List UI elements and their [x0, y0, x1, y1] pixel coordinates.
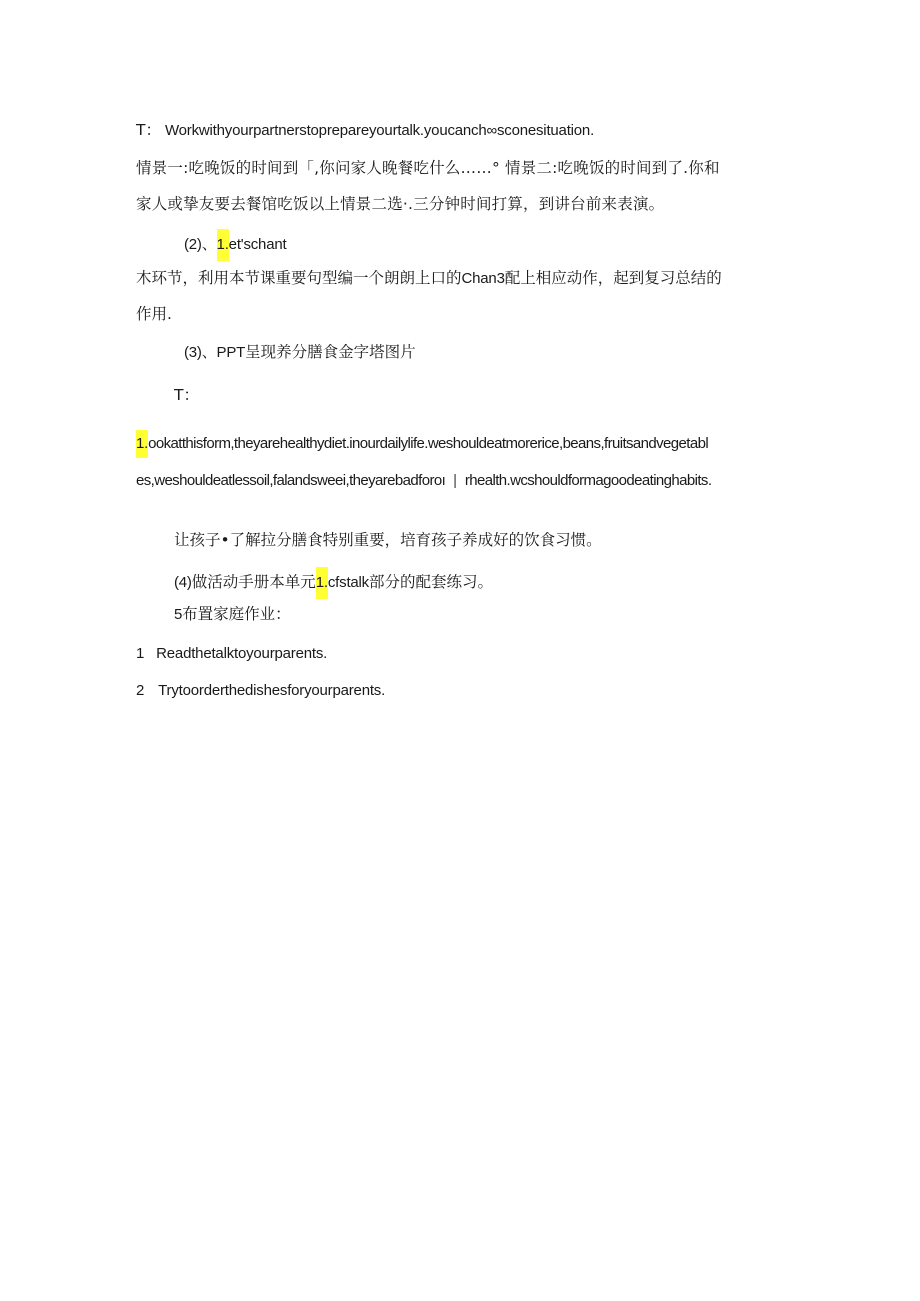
workbook-latin: cfstalk — [327, 574, 369, 591]
teacher-label-2: T： — [174, 386, 199, 404]
chant-title: et'schant — [228, 236, 287, 253]
item-text: Trytoorderthedishesforyourparents. — [158, 682, 386, 699]
homework-item-1 — [136, 643, 327, 664]
step-number: (3)、 — [184, 344, 217, 361]
workbook-text-b: 部分的配套练习。 — [369, 573, 494, 591]
diet-text-b: rhealth.wcshouldformagoodeatinghabits. — [464, 472, 712, 489]
item-text: Readthetalktoyourparents. — [156, 645, 328, 662]
chant-description — [136, 268, 722, 289]
step-2-heading — [184, 229, 286, 261]
healthy-diet-text: ookatthisform,theyarehealthydiet.inourdailylife.weshouldeatmorerice,beans,fruitsandvegetabl — [148, 435, 709, 452]
workbook-text-a: 做活动手册本单元 — [191, 573, 316, 591]
description-part-b: 配上相应动作，起到复习总结的 — [504, 269, 722, 287]
highlight-mark: 1. — [136, 430, 148, 458]
scenario-continuation: 家人或挚友要去餐馆吃饭以上情景二选·.三分钟时间打算，到讲台前来表演。 — [136, 195, 665, 213]
step-5-heading — [174, 604, 291, 625]
diet-text-a: es,weshouldeatlessoil,falandsweei,theyarebadforoı — [136, 472, 446, 489]
highlight-mark: 1. — [316, 567, 328, 599]
nutrition-note: 让孩子•了解拉分膳食特别重要，培育孩子养成好的饮食习惯。 — [174, 531, 602, 549]
description-part-a: 木环节，利用本节课重要句型编一个朗朗上口的 — [136, 269, 462, 287]
step-4-line — [174, 567, 493, 599]
homework-heading: 布置家庭作业： — [182, 605, 291, 623]
separator-bar: | — [453, 472, 457, 489]
step-number: (2)、 — [184, 236, 217, 253]
healthy-diet-continuation — [136, 470, 711, 491]
scenario-line: 情景一:吃晚饭的时间到「,你问家人晚餐吃什么……° 情景二:吃晚饭的时间到了.你和 — [136, 159, 720, 177]
description-latin: Chan3 — [461, 270, 505, 287]
ppt-label: PPT — [216, 344, 246, 361]
item-number: 1 — [136, 645, 145, 662]
step-number: 5 — [174, 606, 183, 623]
teacher-instruction-line — [136, 120, 594, 141]
instruction-text: Workwithyourpartnerstoprepareyourtalk.youcanch∞sconesituation. — [164, 122, 595, 139]
chant-description-end: 作用. — [136, 305, 172, 323]
healthy-diet-line — [136, 430, 708, 458]
homework-item-2 — [136, 680, 385, 701]
step-number: (4) — [174, 574, 192, 591]
item-number: 2 — [136, 682, 145, 699]
pyramid-text: 呈现养分膳食金字塔图片 — [245, 343, 416, 361]
teacher-label: T： — [136, 121, 161, 139]
highlight-mark: 1. — [217, 229, 229, 261]
step-3-heading — [184, 342, 416, 363]
